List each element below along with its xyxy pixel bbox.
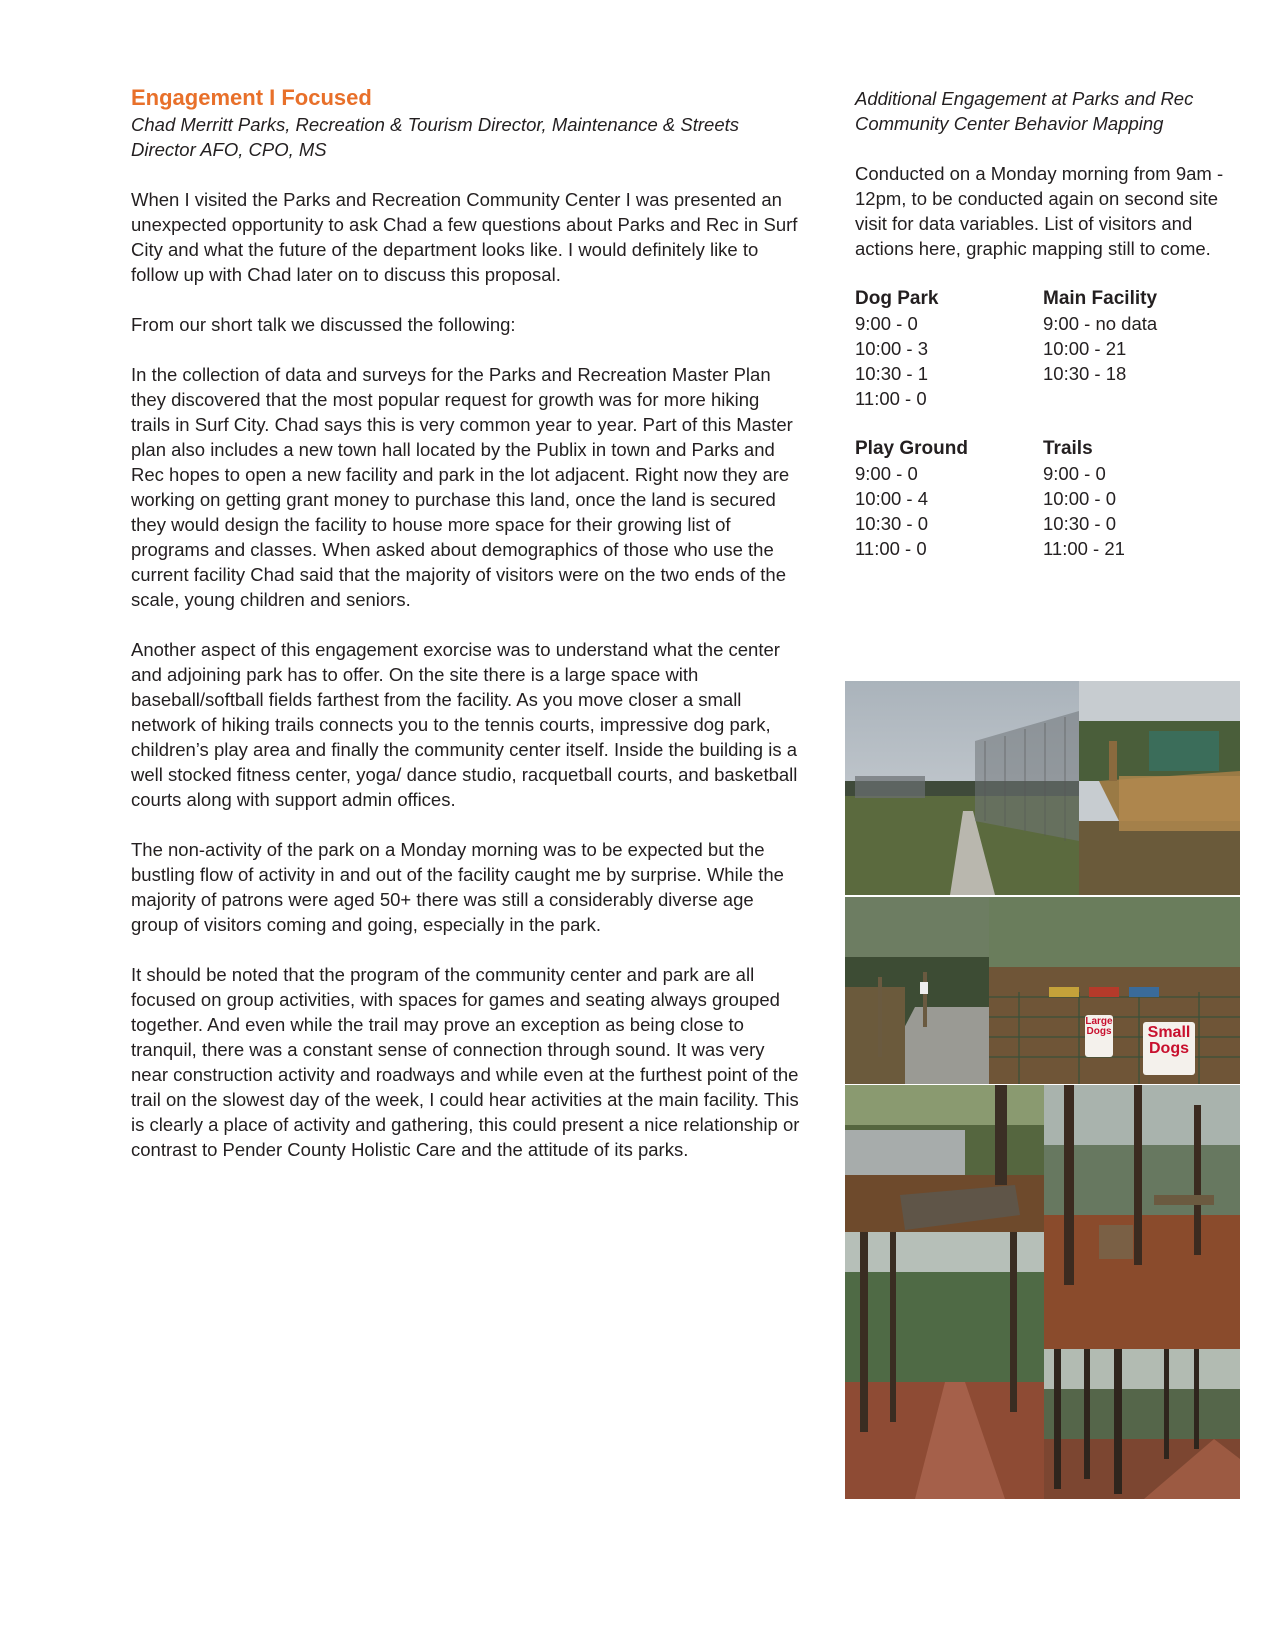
behavior-mapping-heading: Additional Engagement at Parks and Rec Community Center Behavior Mapping: [855, 88, 1194, 134]
sidebar-column: [855, 86, 1250, 561]
photo-pine-trail: [1044, 1349, 1240, 1499]
page-title: Engagement I Focused: [131, 85, 372, 110]
large-dogs-sign: Large Dogs: [1085, 1015, 1113, 1057]
photo-fields-walkway: [845, 681, 1079, 895]
table-row: 11:00 - 0: [855, 388, 927, 409]
paragraph-intro: When I visited the Parks and Recreation Community Center I was presented an unexpected opportunity to ask Chad a few questions about Parks and Rec in Surf City and what the future of the department looks like. I would definitely like to follow up with Chad later on to discuss this proposal.: [131, 189, 798, 285]
table-row: 11:00 - 21: [1043, 538, 1125, 559]
behavior-mapping-intro: Conducted on a Monday morning from 9am - 12pm, to be conducted again on second site visit for data variables. List of visitors and actions here, graphic mapping still to come.: [855, 163, 1224, 259]
table-title: Trails: [1043, 438, 1093, 459]
table-row: 10:00 - 3: [855, 338, 929, 359]
table-row: 10:00 - 21: [1043, 338, 1127, 359]
table-row: 10:00 - 0: [1043, 488, 1117, 509]
table-trails: [1043, 436, 1231, 561]
table-row: 10:00 - 4: [855, 488, 929, 509]
small-dogs-sign: Small Dogs: [1143, 1022, 1195, 1075]
table-row: 9:00 - 0: [855, 313, 918, 334]
visitor-count-tables: [855, 286, 1250, 561]
table-title: Main Facility: [1043, 288, 1158, 309]
photo-dog-park-gate: [845, 897, 989, 1084]
main-column: [131, 84, 801, 1187]
table-main-facility: [1043, 286, 1231, 411]
table-row: 9:00 - 0: [1043, 463, 1106, 484]
photo-dog-park-signs: [989, 897, 1240, 1084]
paragraph-site-offer: Another aspect of this engagement exorcise was to understand what the center and adjoining park has to offer. On the site there is a large space with baseball/softball fields farthest from the facility. As you move closer a small network of hiking trails connects you to the tennis courts, impressive dog park, children’s play area and finally the community center itself. Inside the building is a well stocked fitness center, yoga/ dance studio, racquetball courts, and basketball courts along with support admin offices.: [131, 639, 798, 810]
paragraph-conclusion: It should be noted that the program of the community center and park are all focused on group activities, with spaces for games and seating always grouped together. And even while the trail may prove an exception as being close to tranquil, there was a constant sense of connection through sound. It was very near construction activity and roadways and while even at the furthest point of the trail on the slowest day of the week, I could hear activities at the main facility. This is clearly a place of activity and gathering, this could present a nice relationship or contrast to Pender County Holistic Care and the attitude of its parks.: [131, 964, 800, 1160]
interviewee-subtitle: Chad Merritt Parks, Recreation & Tourism Director, Maintenance & Streets Director AFO, CPO, MS: [131, 114, 739, 160]
table-title: Play Ground: [855, 438, 968, 459]
table-row: 10:30 - 1: [855, 363, 929, 384]
table-row: 10:30 - 18: [1043, 363, 1127, 384]
paragraph-activity: The non-activity of the park on a Monday morning was to be expected but the bustling flow of activity in and out of the facility caught me by surprise. While the majority of patrons were aged 50+ there was still a considerably diverse age group of visitors coming and going, especially in the park.: [131, 839, 784, 935]
photo-lakeside-bench: [845, 1085, 1044, 1232]
table-play-ground: [855, 436, 1043, 561]
table-dog-park: [855, 286, 1043, 411]
paragraph-master-plan: In the collection of data and surveys for the Parks and Recreation Master Plan they discovered that the most popular request for growth was for more hiking trails in Surf City. Chad says this is very common year to year. Part of this Master plan also includes a new town hall located by the Publix in town and Parks and Rec hopes to open a new facility and park in the lot adjacent. Right now they are working on getting grant money to purchase this land, once the land is secured they would design the facility to house more space for their growing list of programs and classes. When asked about demographics of those who use the current facility Chad said that the majority of visitors were on the two ends of the scale, young children and seniors.: [131, 364, 793, 610]
table-row: 10:30 - 0: [1043, 513, 1117, 534]
photo-trail-path: [845, 1232, 1044, 1499]
table-row: 9:00 - 0: [855, 463, 918, 484]
table-row: 11:00 - 0: [855, 538, 927, 559]
table-row: 10:30 - 0: [855, 513, 929, 534]
photo-playground: [1079, 681, 1240, 895]
table-title: Dog Park: [855, 288, 939, 309]
photo-wooded-area: [1044, 1085, 1240, 1349]
table-row: 9:00 - no data: [1043, 313, 1158, 334]
paragraph-discussed: From our short talk we discussed the following:: [131, 314, 516, 335]
